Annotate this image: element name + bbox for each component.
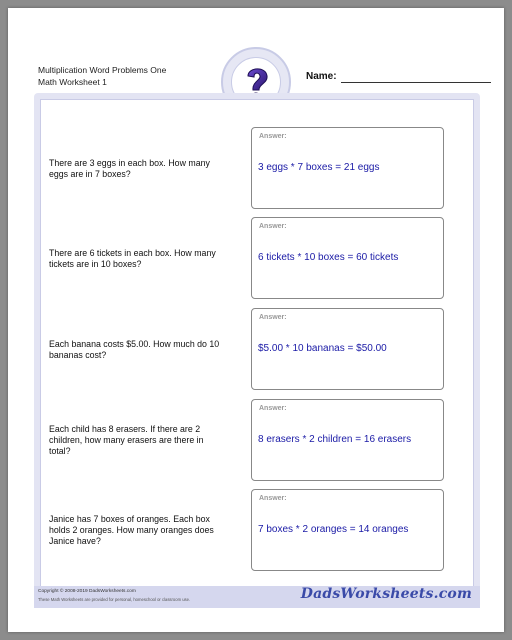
brand-logo: DadsWorksheets.com: [300, 586, 472, 602]
answer-text: 8 erasers * 2 children = 16 erasers: [258, 434, 412, 445]
question-text: Each child has 8 erasers. If there are 2 children, how many erasers are there in total?: [49, 424, 204, 456]
answer-box[interactable]: [251, 489, 444, 571]
answer-box[interactable]: [251, 217, 444, 299]
problems-frame: [34, 93, 480, 601]
answer-box[interactable]: [251, 308, 444, 390]
answer-text: 3 eggs * 7 boxes = 21 eggs: [258, 162, 380, 173]
problem-1: [41, 127, 473, 217]
answer-text: 6 tickets * 10 boxes = 60 tickets: [258, 252, 399, 263]
worksheet-subtitle: Math Worksheet 1: [38, 77, 107, 87]
usage-notice: These Math Worksheets are provided for personal, homeschool or classroom use.: [38, 597, 191, 602]
problems-panel: [40, 99, 474, 595]
footer: [34, 586, 480, 608]
copyright-text: Copyright © 2008-2019 DadsWorksheets.com: [38, 589, 136, 594]
question-text: Each banana costs $5.00. How much do 10 bananas cost?: [49, 339, 220, 360]
answer-label: Answer:: [259, 314, 287, 321]
problem-3: [41, 308, 473, 398]
problem-2: [41, 217, 473, 307]
name-label: Name:: [306, 71, 337, 82]
answer-text: 7 boxes * 2 oranges = 14 oranges: [258, 524, 409, 535]
worksheet-page: [8, 8, 504, 632]
name-field-line[interactable]: [341, 82, 491, 83]
problem-5: [41, 489, 473, 579]
worksheet-title: Multiplication Word Problems One: [38, 65, 167, 75]
answer-label: Answer:: [259, 223, 287, 230]
question-text: Janice has 7 boxes of oranges. Each box holds 2 oranges. How many oranges does Janice have?: [49, 514, 214, 546]
question-text: There are 3 eggs in each box. How many eggs are in 7 boxes?: [49, 158, 210, 179]
question-text: There are 6 tickets in each box. How many tickets are in 10 boxes?: [49, 248, 216, 269]
answer-text: $5.00 * 10 bananas = $50.00: [258, 343, 387, 354]
answer-box[interactable]: [251, 127, 444, 209]
answer-label: Answer:: [259, 405, 287, 412]
answer-box[interactable]: [251, 399, 444, 481]
answer-label: Answer:: [259, 133, 287, 140]
problem-4: [41, 399, 473, 489]
answer-label: Answer:: [259, 495, 287, 502]
